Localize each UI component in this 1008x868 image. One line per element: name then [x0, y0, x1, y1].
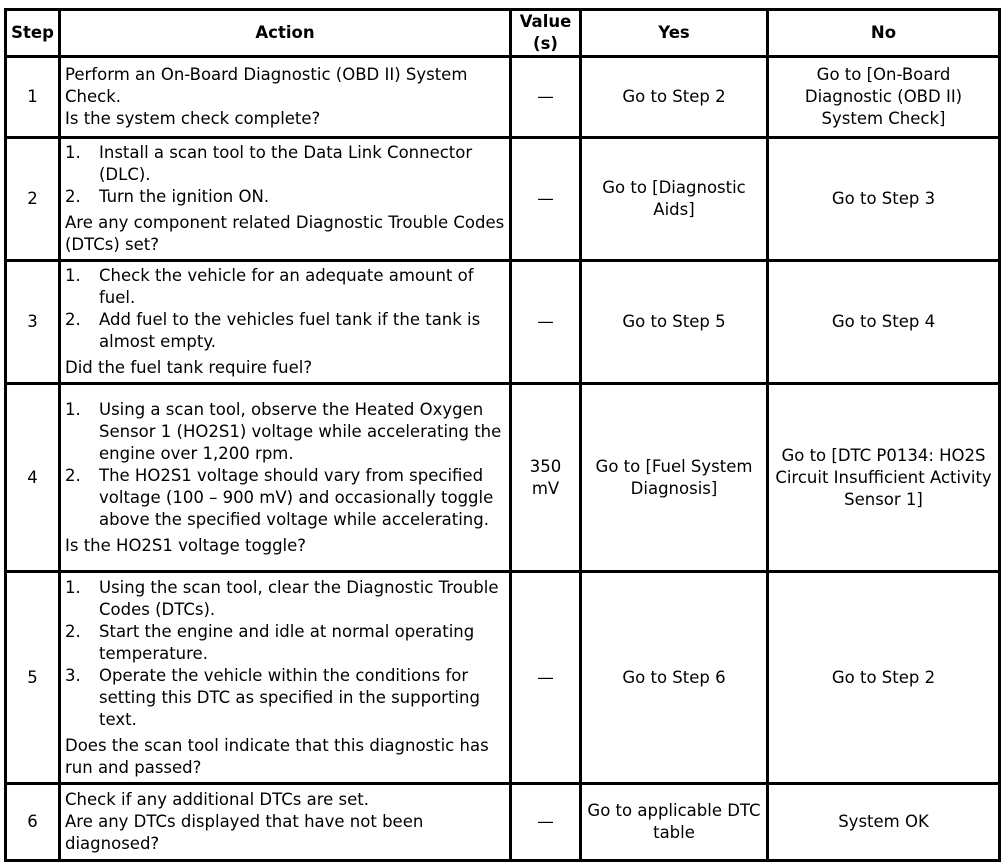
action-step-text: Check the vehicle for an adequate amount of fuel. — [99, 266, 474, 307]
no-link: Go to Step 2 — [768, 572, 1000, 784]
action-steps-list — [65, 142, 505, 208]
action-step-text: Turn the ignition ON. — [99, 187, 270, 206]
action-steps-list — [65, 265, 505, 353]
no-link: Go to Step 3 — [768, 138, 1000, 261]
action-step-item — [65, 665, 505, 731]
yes-link: Go to [Diagnostic Aids] — [581, 138, 768, 261]
action-step-text: Install a scan tool to the Data Link Connector (DLC). — [99, 143, 473, 184]
action-cell — [60, 57, 511, 138]
step-number: 5 — [6, 572, 60, 784]
action-step-item — [65, 577, 505, 621]
yes-link: Go to Step 2 — [581, 57, 768, 138]
no-link: System OK — [768, 784, 1000, 861]
action-step-item — [65, 399, 505, 465]
table-row — [6, 572, 1000, 784]
action-cell — [60, 784, 511, 861]
table-row — [6, 384, 1000, 572]
action-step-item — [65, 309, 505, 353]
action-step-number: 2. — [65, 187, 81, 206]
action-step-item — [65, 142, 505, 186]
action-step-number: 2. — [65, 310, 81, 329]
action-step-text: Add fuel to the vehicles fuel tank if the tank is almost empty. — [99, 310, 481, 351]
yes-link: Go to [Fuel System Diagnosis] — [581, 384, 768, 572]
action-step-item — [65, 265, 505, 309]
value-cell: 350 mV — [511, 384, 581, 572]
action-steps-list — [65, 577, 505, 731]
action-step-item — [65, 621, 505, 665]
yes-link: Go to Step 6 — [581, 572, 768, 784]
action-question: Are any component related Diagnostic Trouble Codes (DTCs) set? — [65, 213, 505, 254]
yes-link: Go to applicable DTC table — [581, 784, 768, 861]
yes-link: Go to Step 5 — [581, 261, 768, 384]
action-question: Is the system check complete? — [65, 109, 321, 128]
header-yes: Yes — [581, 10, 768, 57]
action-intro: Check if any additional DTCs are set. — [65, 790, 369, 809]
action-cell — [60, 384, 511, 572]
action-step-number: 1. — [65, 577, 81, 597]
header-no: No — [768, 10, 1000, 57]
table-row — [6, 784, 1000, 861]
no-link: Go to [DTC P0134: HO2S Circuit Insufficient Activity Sensor 1] — [768, 384, 1000, 572]
header-value-line2: (s) — [533, 34, 558, 53]
action-intro: Perform an On-Board Diagnostic (OBD II) System Check. — [65, 65, 468, 106]
value-cell: — — [511, 784, 581, 861]
value-cell: — — [511, 57, 581, 138]
action-steps-list — [65, 399, 505, 531]
step-number: 2 — [6, 138, 60, 261]
header-action: Action — [60, 10, 511, 57]
action-step-text: Operate the vehicle within the conditions for setting this DTC as specified in the supporting text. — [99, 665, 480, 729]
action-question: Does the scan tool indicate that this diagnostic has run and passed? — [65, 735, 489, 777]
diagnostic-table — [4, 8, 1001, 862]
action-step-item — [65, 465, 505, 531]
action-step-number: 2. — [65, 621, 81, 641]
action-question: Did the fuel tank require fuel? — [65, 358, 313, 377]
header-step: Step — [6, 10, 60, 57]
action-step-item — [65, 186, 505, 208]
step-number: 6 — [6, 784, 60, 861]
header-row — [6, 10, 1000, 57]
value-cell: — — [511, 138, 581, 261]
step-number: 4 — [6, 384, 60, 572]
action-cell — [60, 261, 511, 384]
action-step-number: 2. — [65, 465, 81, 485]
value-cell: — — [511, 261, 581, 384]
header-value — [511, 10, 581, 57]
no-link: Go to [On-Board Diagnostic (OBD II) System Check] — [768, 57, 1000, 138]
action-step-number: 1. — [65, 399, 81, 419]
action-step-number: 1. — [65, 143, 81, 162]
action-step-number: 1. — [65, 266, 81, 285]
diagnostic-table-container — [4, 8, 1001, 862]
action-step-text: The HO2S1 voltage should vary from specified voltage (100 – 900 mV) and occasionally toggle above the specified voltage while accelerating. — [99, 465, 494, 529]
header-value-line1: Value — [519, 12, 572, 31]
action-cell — [60, 572, 511, 784]
action-step-text: Using a scan tool, observe the Heated Oxygen Sensor 1 (HO2S1) voltage while accelerating the engine over 1,200 rpm. — [99, 399, 502, 463]
value-cell: — — [511, 572, 581, 784]
table-row — [6, 261, 1000, 384]
action-step-text: Using the scan tool, clear the Diagnostic Trouble Codes (DTCs). — [99, 577, 499, 619]
table-row — [6, 57, 1000, 138]
action-question: Are any DTCs displayed that have not been diagnosed? — [65, 812, 424, 853]
step-number: 1 — [6, 57, 60, 138]
action-step-number: 3. — [65, 665, 81, 685]
action-cell — [60, 138, 511, 261]
table-row — [6, 138, 1000, 261]
step-number: 3 — [6, 261, 60, 384]
no-link: Go to Step 4 — [768, 261, 1000, 384]
action-step-text: Start the engine and idle at normal operating temperature. — [99, 621, 475, 663]
action-question: Is the HO2S1 voltage toggle? — [65, 535, 307, 555]
